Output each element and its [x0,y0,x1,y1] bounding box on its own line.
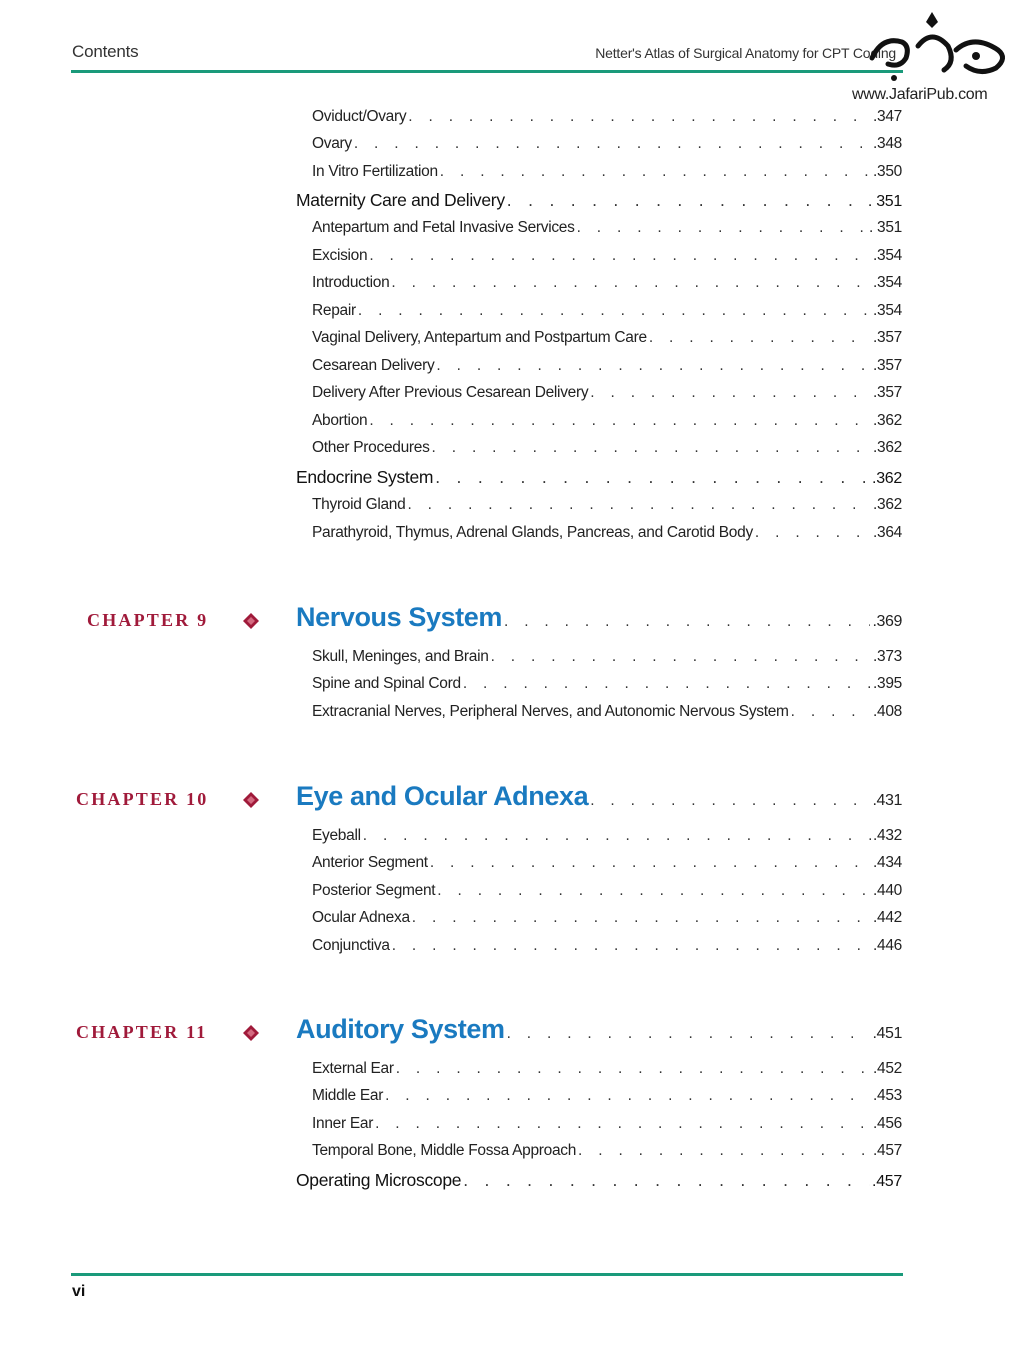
entry-page: .457 [873,1142,902,1159]
leader-dots [412,909,871,927]
toc-section-operating-microscope[interactable] [296,1170,902,1194]
toc-chapter-nervous-system[interactable] [296,602,902,636]
entry-title: Cesarean Delivery [312,357,435,374]
entry-page: .395 [873,675,902,692]
toc-entry-in-vitro-fertilization[interactable] [312,163,902,185]
entry-page: .434 [873,854,902,871]
entry-page: .354 [873,274,902,291]
leader-dots [407,496,871,514]
leader-dots [385,1087,871,1105]
header-rule [71,70,903,73]
toc-entry-thyroid-gland[interactable] [312,496,902,518]
entry-title: Delivery After Previous Cesarean Delivery [312,384,589,401]
entry-title: Posterior Segment [312,882,436,899]
toc-chapter-eye-ocular-adnexa[interactable] [296,781,902,815]
entry-title: Endocrine System [296,467,434,487]
toc-entry-repair[interactable] [312,302,902,324]
entry-title: Introduction [312,274,390,291]
entry-title: In Vitro Fertilization [312,163,438,180]
entry-title: Inner Ear [312,1115,374,1132]
leader-dots [504,613,870,631]
toc-entry-oviduct-ovary[interactable] [312,108,902,130]
leader-dots [578,1142,871,1160]
toc-section-endocrine-system[interactable] [296,467,902,491]
chapter-label: CHAPTER 11 [76,1022,208,1042]
toc-entry-anterior-segment[interactable] [312,854,902,876]
leader-dots [369,412,871,430]
entry-page: .362 [873,412,902,429]
entry-page: .362 [872,470,902,487]
entry-page: .432 [873,827,902,844]
entry-title: Skull, Meninges, and Brain [312,648,489,665]
entry-page: .364 [873,524,902,541]
entry-page: .357 [873,357,902,374]
toc-section-maternity-care[interactable] [296,190,902,214]
entry-title: Ocular Adnexa [312,909,410,926]
entry-page: . 351 [869,219,902,236]
entry-page: .431 [872,792,902,809]
leader-dots [432,439,871,457]
entry-page: .348 [873,135,902,152]
entry-title: Operating Microscope [296,1170,462,1190]
diamond-ornament-icon [243,1025,259,1041]
entry-page: .362 [873,439,902,456]
entry-title: Maternity Care and Delivery [296,190,505,210]
toc-entry-introduction[interactable] [312,274,902,296]
entry-page: .357 [873,384,902,401]
toc-entry-ocular-adnexa[interactable] [312,909,902,931]
watermark-url: www.JafariPub.com [852,86,988,103]
entry-title: External Ear [312,1060,394,1077]
leader-dots [463,675,871,693]
toc-entry-other-procedures[interactable] [312,439,902,461]
toc-entry-parathyroid[interactable] [312,524,902,546]
toc-entry-abortion[interactable] [312,412,902,434]
leader-dots [436,357,871,375]
entry-page: .347 [873,108,902,125]
entry-page: .362 [873,496,902,513]
toc-entry-spine-spinal-cord[interactable] [312,675,902,697]
entry-title: Thyroid Gland [312,496,406,513]
entry-page: .369 [872,613,902,630]
leader-dots [391,274,871,292]
chapter-label: CHAPTER 10 [76,789,209,809]
toc-entry-skull-meninges-brain[interactable] [312,648,902,670]
entry-title: Eyeball [312,827,361,844]
chapter-title: Nervous System [296,602,502,632]
toc-entry-posterior-segment[interactable] [312,882,902,904]
diamond-ornament-icon [243,613,259,629]
leader-dots [649,329,871,347]
leader-dots [463,1170,870,1191]
entry-title: Other Procedures [312,439,430,456]
entry-title: Parathyroid, Thymus, Adrenal Glands, Pancreas, and Carotid Body [312,524,753,541]
leader-dots [354,135,871,153]
toc-entry-excision[interactable] [312,247,902,269]
running-header-book-title: Netter's Atlas of Surgical Anatomy for CPT Coding [595,45,896,61]
entry-page: .446 [873,937,902,954]
entry-page: .456 [873,1115,902,1132]
entry-page: .452 [873,1060,902,1077]
entry-title: Extracranial Nerves, Peripheral Nerves, and Autonomic Nervous System [312,703,789,720]
entry-title: Repair [312,302,356,319]
entry-page: . 351 [867,193,902,210]
entry-title: Anterior Segment [312,854,428,871]
toc-entry-antepartum-fetal[interactable] [312,219,902,241]
entry-page: .442 [873,909,902,926]
leader-dots [507,1025,871,1043]
leader-dots [590,792,870,810]
entry-title: Ovary [312,135,352,152]
leader-dots [507,190,866,211]
toc-entry-extracranial-nerves[interactable] [312,703,902,725]
chapter-label: CHAPTER 9 [87,610,209,630]
entry-page: .354 [873,302,902,319]
entry-page: .453 [873,1087,902,1104]
toc-chapter-auditory-system[interactable] [296,1014,902,1048]
leader-dots [369,247,871,265]
toc-entry-ovary[interactable] [312,135,902,157]
leader-dots [435,467,870,488]
entry-title: Vaginal Delivery, Antepartum and Postpartum Care [312,329,647,346]
entry-title: Abortion [312,412,368,429]
toc-entry-vaginal-delivery[interactable] [312,329,902,351]
footer-rule [71,1273,903,1276]
entry-page: .408 [873,703,902,720]
toc-entry-external-ear[interactable] [312,1060,902,1082]
leader-dots [791,703,871,721]
entry-page: .373 [873,648,902,665]
toc-entry-conjunctiva[interactable] [312,937,902,959]
entry-title: Spine and Spinal Cord [312,675,461,692]
leader-dots [392,937,871,955]
leader-dots [408,108,871,126]
entry-title: Oviduct/Ovary [312,108,407,125]
entry-title: Conjunctiva [312,937,390,954]
leader-dots [577,219,867,237]
entry-title: Excision [312,247,368,264]
entry-title: Antepartum and Fetal Invasive Services [312,219,575,236]
entry-title: Temporal Bone, Middle Fossa Approach [312,1142,577,1159]
leader-dots [363,827,871,845]
entry-page: .451 [872,1025,902,1042]
chapter-title: Eye and Ocular Adnexa [296,781,589,811]
leader-dots [440,163,871,181]
leader-dots [437,882,871,900]
entry-page: .457 [872,1173,902,1190]
toc-entry-inner-ear[interactable] [312,1115,902,1137]
entry-title: Middle Ear [312,1087,384,1104]
toc-entry-eyeball[interactable] [312,827,902,849]
leader-dots [375,1115,871,1133]
leader-dots [430,854,871,872]
chapter-title: Auditory System [296,1014,505,1044]
leader-dots [396,1060,871,1078]
running-header-section: Contents [72,42,139,61]
toc-entry-delivery-after-cesarean[interactable] [312,384,902,406]
leader-dots [358,302,871,320]
diamond-ornament-icon [243,792,259,808]
toc-entry-cesarean-delivery[interactable] [312,357,902,379]
leader-dots [755,524,871,542]
leader-dots [590,384,871,402]
leader-dots [491,648,871,666]
entry-page: .350 [873,163,902,180]
toc-entry-middle-ear[interactable] [312,1087,902,1109]
entry-page: .354 [873,247,902,264]
entry-page: .440 [873,882,902,899]
entry-page: .357 [873,329,902,346]
page-number: vi [72,1283,86,1300]
toc-entry-temporal-bone[interactable] [312,1142,902,1164]
